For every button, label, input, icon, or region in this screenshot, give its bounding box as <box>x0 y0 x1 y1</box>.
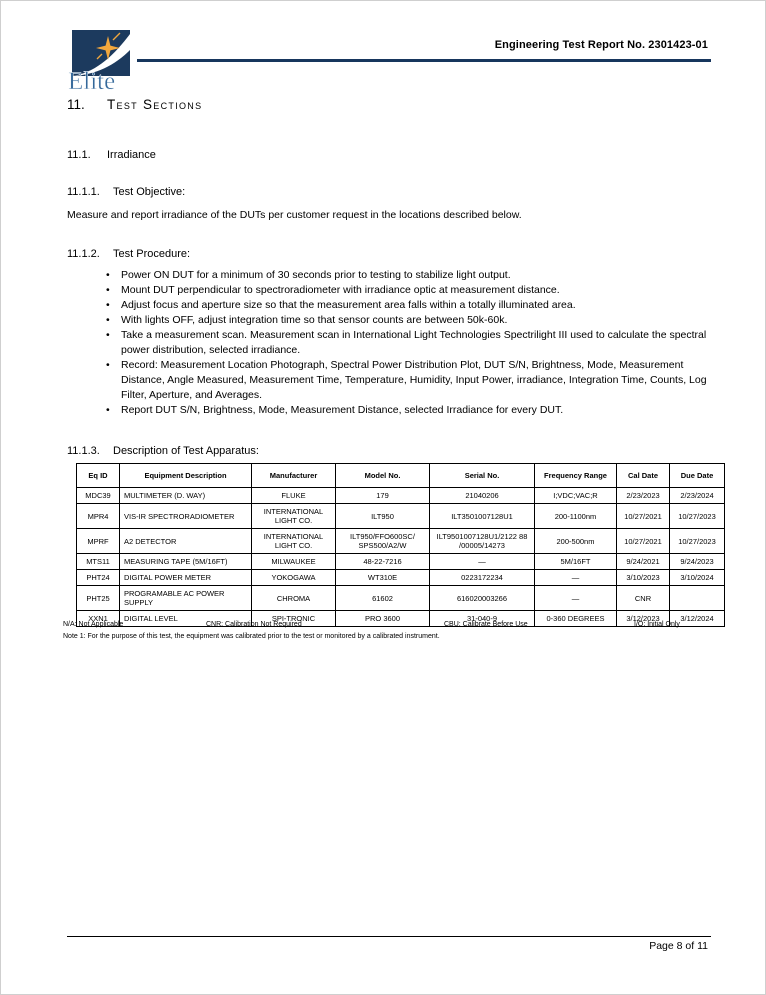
cell-eq-id: MTS11 <box>77 554 120 570</box>
cell-frequency-range: 5M/16FT <box>535 554 617 570</box>
table-row <box>77 504 725 529</box>
cell-model-no: 48-22-7216 <box>336 554 430 570</box>
cell-serial-no: ILT3501007128U1 <box>430 504 535 529</box>
cell-manufacturer: INTERNATIONAL LIGHT CO. <box>252 529 336 554</box>
cell-manufacturer: CHROMA <box>252 586 336 611</box>
heading-apparatus <box>67 445 259 457</box>
bullet-icon: • <box>106 269 110 281</box>
cell-serial-no: 21040206 <box>430 488 535 504</box>
cell-frequency-range: 0-360 DEGREES <box>535 611 617 627</box>
bullet-icon: • <box>106 284 110 296</box>
objective-paragraph: Measure and report irradiance of the DUTs per customer request in the locations described below. <box>67 209 522 221</box>
heading-number: 11.1.1. <box>67 186 100 198</box>
heading-number: 11.1.3. <box>67 445 100 457</box>
bullet-icon: • <box>106 359 110 371</box>
cell-frequency-range: 200-1100nm <box>535 504 617 529</box>
section-heading-test-sections <box>67 97 202 112</box>
cell-frequency-range: I;VDC;VAC;R <box>535 488 617 504</box>
elite-logo-icon <box>64 30 134 92</box>
cell-due-date: 3/10/2024 <box>670 570 725 586</box>
cell-serial-no: 616020003266 <box>430 586 535 611</box>
cell-model-no: ILT950 <box>336 504 430 529</box>
section-number: 11. <box>67 97 85 112</box>
bullet-text: With lights OFF, adjust integration time so that sensor counts are between 50k-60k. <box>121 314 508 326</box>
calibration-legend <box>63 621 724 630</box>
cell-model-no: 61602 <box>336 586 430 611</box>
cell-cal-date: 9/24/2021 <box>617 554 670 570</box>
subsection-number: 11.1. <box>67 149 91 161</box>
procedure-bullet-list <box>67 268 715 418</box>
cell-cal-date: 3/12/2023 <box>617 611 670 627</box>
bullet-icon: • <box>106 314 110 326</box>
cell-due-date: 9/24/2023 <box>670 554 725 570</box>
cell-due-date: 3/12/2024 <box>670 611 725 627</box>
cell-model-no: PRO 3600 <box>336 611 430 627</box>
list-item <box>67 313 715 328</box>
bullet-icon: • <box>106 404 110 416</box>
section-title: Test Sections <box>107 97 203 112</box>
elite-logo <box>64 30 134 92</box>
col-header-cal-date: Cal Date <box>617 464 670 488</box>
cell-cal-date: 2/23/2023 <box>617 488 670 504</box>
cell-eq-id: MDC39 <box>77 488 120 504</box>
table-note: Note 1: For the purpose of this test, the equipment was calibrated prior to the test or monitored by a calibrated instrument. <box>63 633 440 640</box>
cell-equipment-description: PROGRAMABLE AC POWER SUPPLY <box>120 586 252 611</box>
cell-model-no: 179 <box>336 488 430 504</box>
col-header-due-date: Due Date <box>670 464 725 488</box>
cell-serial-no: — <box>430 554 535 570</box>
cell-eq-id: PHT24 <box>77 570 120 586</box>
cell-cal-date: 10/27/2021 <box>617 529 670 554</box>
cell-equipment-description: DIGITAL POWER METER <box>120 570 252 586</box>
heading-title: Test Procedure: <box>113 248 191 260</box>
cell-equipment-description: MULTIMETER (D. WAY) <box>120 488 252 504</box>
cell-manufacturer: YOKOGAWA <box>252 570 336 586</box>
cell-eq-id: PHT25 <box>77 586 120 611</box>
cell-eq-id: MPRF <box>77 529 120 554</box>
cell-due-date: 10/27/2023 <box>670 529 725 554</box>
list-item <box>67 328 715 358</box>
cell-manufacturer: FLUKE <box>252 488 336 504</box>
list-item <box>67 268 715 283</box>
report-title: Engineering Test Report No. 2301423-01 <box>494 39 708 51</box>
cell-equipment-description: MEASURING TAPE (5M/16FT) <box>120 554 252 570</box>
cell-serial-no: 31-040-9 <box>430 611 535 627</box>
heading-test-procedure <box>67 248 190 260</box>
cell-equipment-description: A2 DETECTOR <box>120 529 252 554</box>
apparatus-table <box>76 463 725 627</box>
apparatus-table-body <box>77 488 725 627</box>
table-row <box>77 586 725 611</box>
cell-due-date <box>670 586 725 611</box>
legend-item: N/A: Not Applicable <box>63 621 124 628</box>
cell-model-no: ILT950/FFO600SC/ SPS500/A2/W <box>336 529 430 554</box>
bullet-text: Report DUT S/N, Brightness, Mode, Measurement Distance, selected Irradiance for every DUT. <box>121 404 564 416</box>
cell-frequency-range: — <box>535 570 617 586</box>
table-row <box>77 529 725 554</box>
cell-model-no: WT310E <box>336 570 430 586</box>
table-row <box>77 570 725 586</box>
cell-cal-date: 3/10/2023 <box>617 570 670 586</box>
legend-item: CNR: Calibration Not Required <box>206 621 302 628</box>
cell-manufacturer: INTERNATIONAL LIGHT CO. <box>252 504 336 529</box>
bullet-text: Mount DUT perpendicular to spectroradiometer with irradiance optic at measurement distance. <box>121 284 560 296</box>
cell-eq-id: XXN1 <box>77 611 120 627</box>
cell-manufacturer: MILWAUKEE <box>252 554 336 570</box>
apparatus-table-wrap <box>76 463 726 627</box>
table-row <box>77 488 725 504</box>
bullet-text: Adjust focus and aperture size so that the measurement area falls within a totally illuminated area. <box>121 299 576 311</box>
col-header-eq-id: Eq ID <box>77 464 120 488</box>
legend-item: CBU: Calibrate Before Use <box>444 621 528 628</box>
cell-frequency-range: — <box>535 586 617 611</box>
col-header-manufacturer: Manufacturer <box>252 464 336 488</box>
list-item <box>67 403 715 418</box>
cell-due-date: 2/23/2024 <box>670 488 725 504</box>
bullet-text: Take a measurement scan. Measurement scan in International Light Technologies Spectrilight III used to calculate the spectral power distribution, selected irradiance. <box>121 329 707 356</box>
heading-title: Description of Test Apparatus: <box>113 445 259 457</box>
cell-manufacturer: SPI-TRONIC <box>252 611 336 627</box>
heading-test-objective <box>67 186 185 198</box>
subsection-title: Irradiance <box>107 149 156 161</box>
table-row <box>77 554 725 570</box>
list-item <box>67 298 715 313</box>
logo-wordmark: Elite <box>68 68 116 92</box>
list-item <box>67 358 715 403</box>
page-number: Page 8 of 11 <box>649 940 708 952</box>
table-header-row <box>77 464 725 488</box>
cell-due-date: 10/27/2023 <box>670 504 725 529</box>
legend-item: I/O: Initial Only <box>634 621 680 628</box>
cell-eq-id: MPR4 <box>77 504 120 529</box>
heading-number: 11.1.2. <box>67 248 100 260</box>
heading-title: Test Objective: <box>113 186 186 198</box>
col-header-frequency-range: Frequency Range <box>535 464 617 488</box>
bullet-icon: • <box>106 299 110 311</box>
cell-equipment-description: VIS-IR SPECTRORADIOMETER <box>120 504 252 529</box>
footer-rule <box>67 936 711 937</box>
col-header-model-no: Model No. <box>336 464 430 488</box>
bullet-text: Power ON DUT for a minimum of 30 seconds prior to testing to stabilize light output. <box>121 269 511 281</box>
list-item <box>67 283 715 298</box>
cell-serial-no: 0223172234 <box>430 570 535 586</box>
cell-frequency-range: 200-500nm <box>535 529 617 554</box>
cell-cal-date: CNR <box>617 586 670 611</box>
col-header-serial-no: Serial No. <box>430 464 535 488</box>
cell-equipment-description: DIGITAL LEVEL <box>120 611 252 627</box>
subsection-heading-irradiance <box>67 149 156 161</box>
bullet-text: Record: Measurement Location Photograph, Spectral Power Distribution Plot, DUT S/N, Brightness, Mode, Measurement Distance, Angle Measured, Measurement Time, Temperature, Humidity, Input Power, irradiance, Integration Time, Counts, Log Filter, Aperture, and Averages. <box>121 359 707 401</box>
bullet-icon: • <box>106 329 110 341</box>
cell-cal-date: 10/27/2021 <box>617 504 670 529</box>
header-rule <box>137 59 711 62</box>
cell-serial-no: ILT9501007128U1/2122 88 /00005/14273 <box>430 529 535 554</box>
col-header-equipment-description: Equipment Description <box>120 464 252 488</box>
